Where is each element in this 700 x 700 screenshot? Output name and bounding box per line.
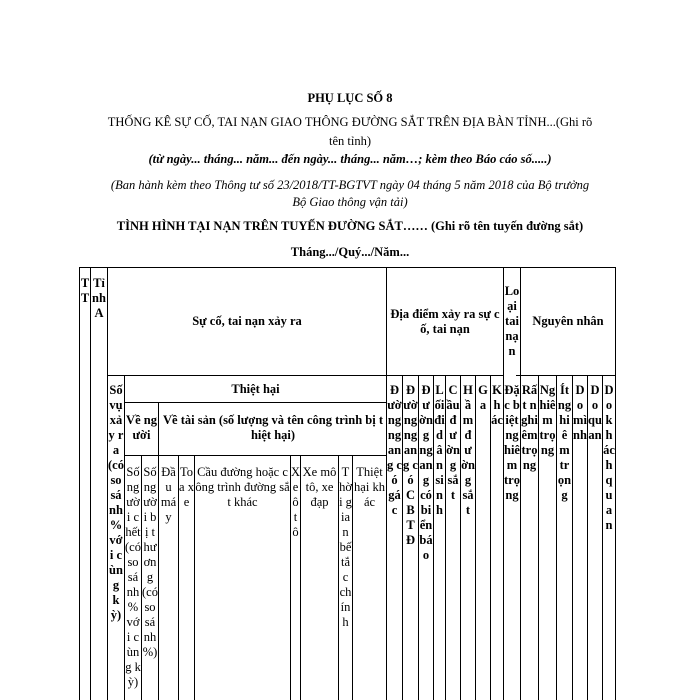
col-header-location-guarded-crossing: Đường ngang có gác	[387, 383, 402, 517]
col-header-injured: Số người bị thương (có so sánh %)	[142, 465, 158, 659]
table-rule	[516, 375, 616, 376]
period-line: Tháng.../Quý.../Năm...	[290, 245, 410, 259]
col-header-case-count: Số vụ xảy ra (có so sánh % với cùng kỳ)	[108, 383, 124, 622]
group-header-location: Địa điểm xảy ra sự cố, tai nạn	[390, 306, 500, 336]
table-rule	[615, 267, 616, 700]
reporting-period: (từ ngày... tháng... năm... đến ngày... tháng... năm…; kèm theo Báo cáo số.....)	[148, 152, 552, 166]
col-header-location-signed-crossing: Đường ngang có biển báo	[419, 383, 433, 562]
table-rule	[79, 267, 80, 700]
col-header-location-rail-tunnel: Hầm đường sắt	[461, 383, 475, 517]
col-header-cause-serious: Nghiêm trọng	[539, 383, 556, 457]
col-header-blockage-time: Thời gian bế tắc chính	[339, 465, 352, 629]
section-title: TÌNH HÌNH TẠI NẠN TRÊN TUYẾN ĐƯỜNG SẮT…… (Ghi rõ tên tuyến đường sắt)	[116, 219, 584, 233]
col-header-motorbike-bicycle: Xe mô tô, xe đạp	[302, 465, 337, 509]
col-header-cause-authority: Do quan	[588, 383, 602, 442]
group-header-accident-type: Loại tai nạn	[504, 284, 520, 358]
document-title-line-1: THỐNG KÊ SỰ CỐ, TAI NẠN GIAO THÔNG ĐƯỜNG SẮT TRÊN ĐỊA BÀN TỈNH...(Ghi rõ	[107, 115, 593, 129]
damage-header: Thiệt hại	[231, 381, 280, 396]
group-header-incident: Sự cố, tai nạn xảy ra	[192, 314, 302, 328]
col-header-other-damage: Thiệt hại khác	[354, 465, 385, 509]
col-header-type-very-serious: Đặc biệt nghiêm trọng	[504, 383, 520, 502]
col-header-deaths: Số người chết (có so sánh % với cùng kỳ)	[125, 465, 141, 689]
group-header-cause: Nguyên nhân	[532, 314, 604, 328]
col-header-bridge-works: Cầu đường hoặc công trình đường sắt khác	[195, 465, 290, 509]
col-header-cause-less-serious: Ít nghiêm trọng	[557, 383, 572, 502]
col-header-locomotive: Đầu máy	[160, 465, 177, 524]
issued-note-line-1: (Ban hành kèm theo Thông tư số 23/2018/TT-BGTVT ngày 04 tháng 5 năm 2018 của Bộ trưởng	[110, 178, 590, 192]
table-rule	[124, 455, 386, 456]
issued-note-line-2: Bộ Giao thông vận tải)	[292, 195, 408, 209]
table-rule	[124, 402, 386, 403]
col-header-cause-self: Do mình	[573, 383, 587, 442]
col-header-car: Xe ô tô	[291, 465, 300, 539]
col-header-location-rail-bridge: Cầu đường sắt	[446, 383, 460, 502]
col-header-location-warning-crossing: Đường ngang có CBTĐ	[403, 383, 418, 547]
col-header-about-people: Về người	[126, 413, 157, 442]
document-title-line-2: tên tỉnh)	[328, 134, 371, 148]
col-header-location-footpath: Lối đi dân sinh	[434, 383, 445, 517]
appendix-label: PHỤ LỤC SỐ 8	[307, 91, 393, 105]
col-header-cause-objective: Do khách quan	[603, 383, 615, 532]
col-header-location-station: Ga	[478, 383, 488, 412]
col-header-location-other: Khác	[491, 383, 503, 427]
col-header-province: Tỉnh A	[92, 276, 106, 320]
col-header-about-property: Về tài sản (số lượng và tên công trình bị thiệt hại)	[163, 413, 383, 442]
col-header-wagon: Toa xe	[179, 465, 194, 509]
col-header-cause-very-serious: Rất nghiêm trọng	[521, 383, 538, 472]
col-header-tt: TT	[80, 276, 90, 305]
